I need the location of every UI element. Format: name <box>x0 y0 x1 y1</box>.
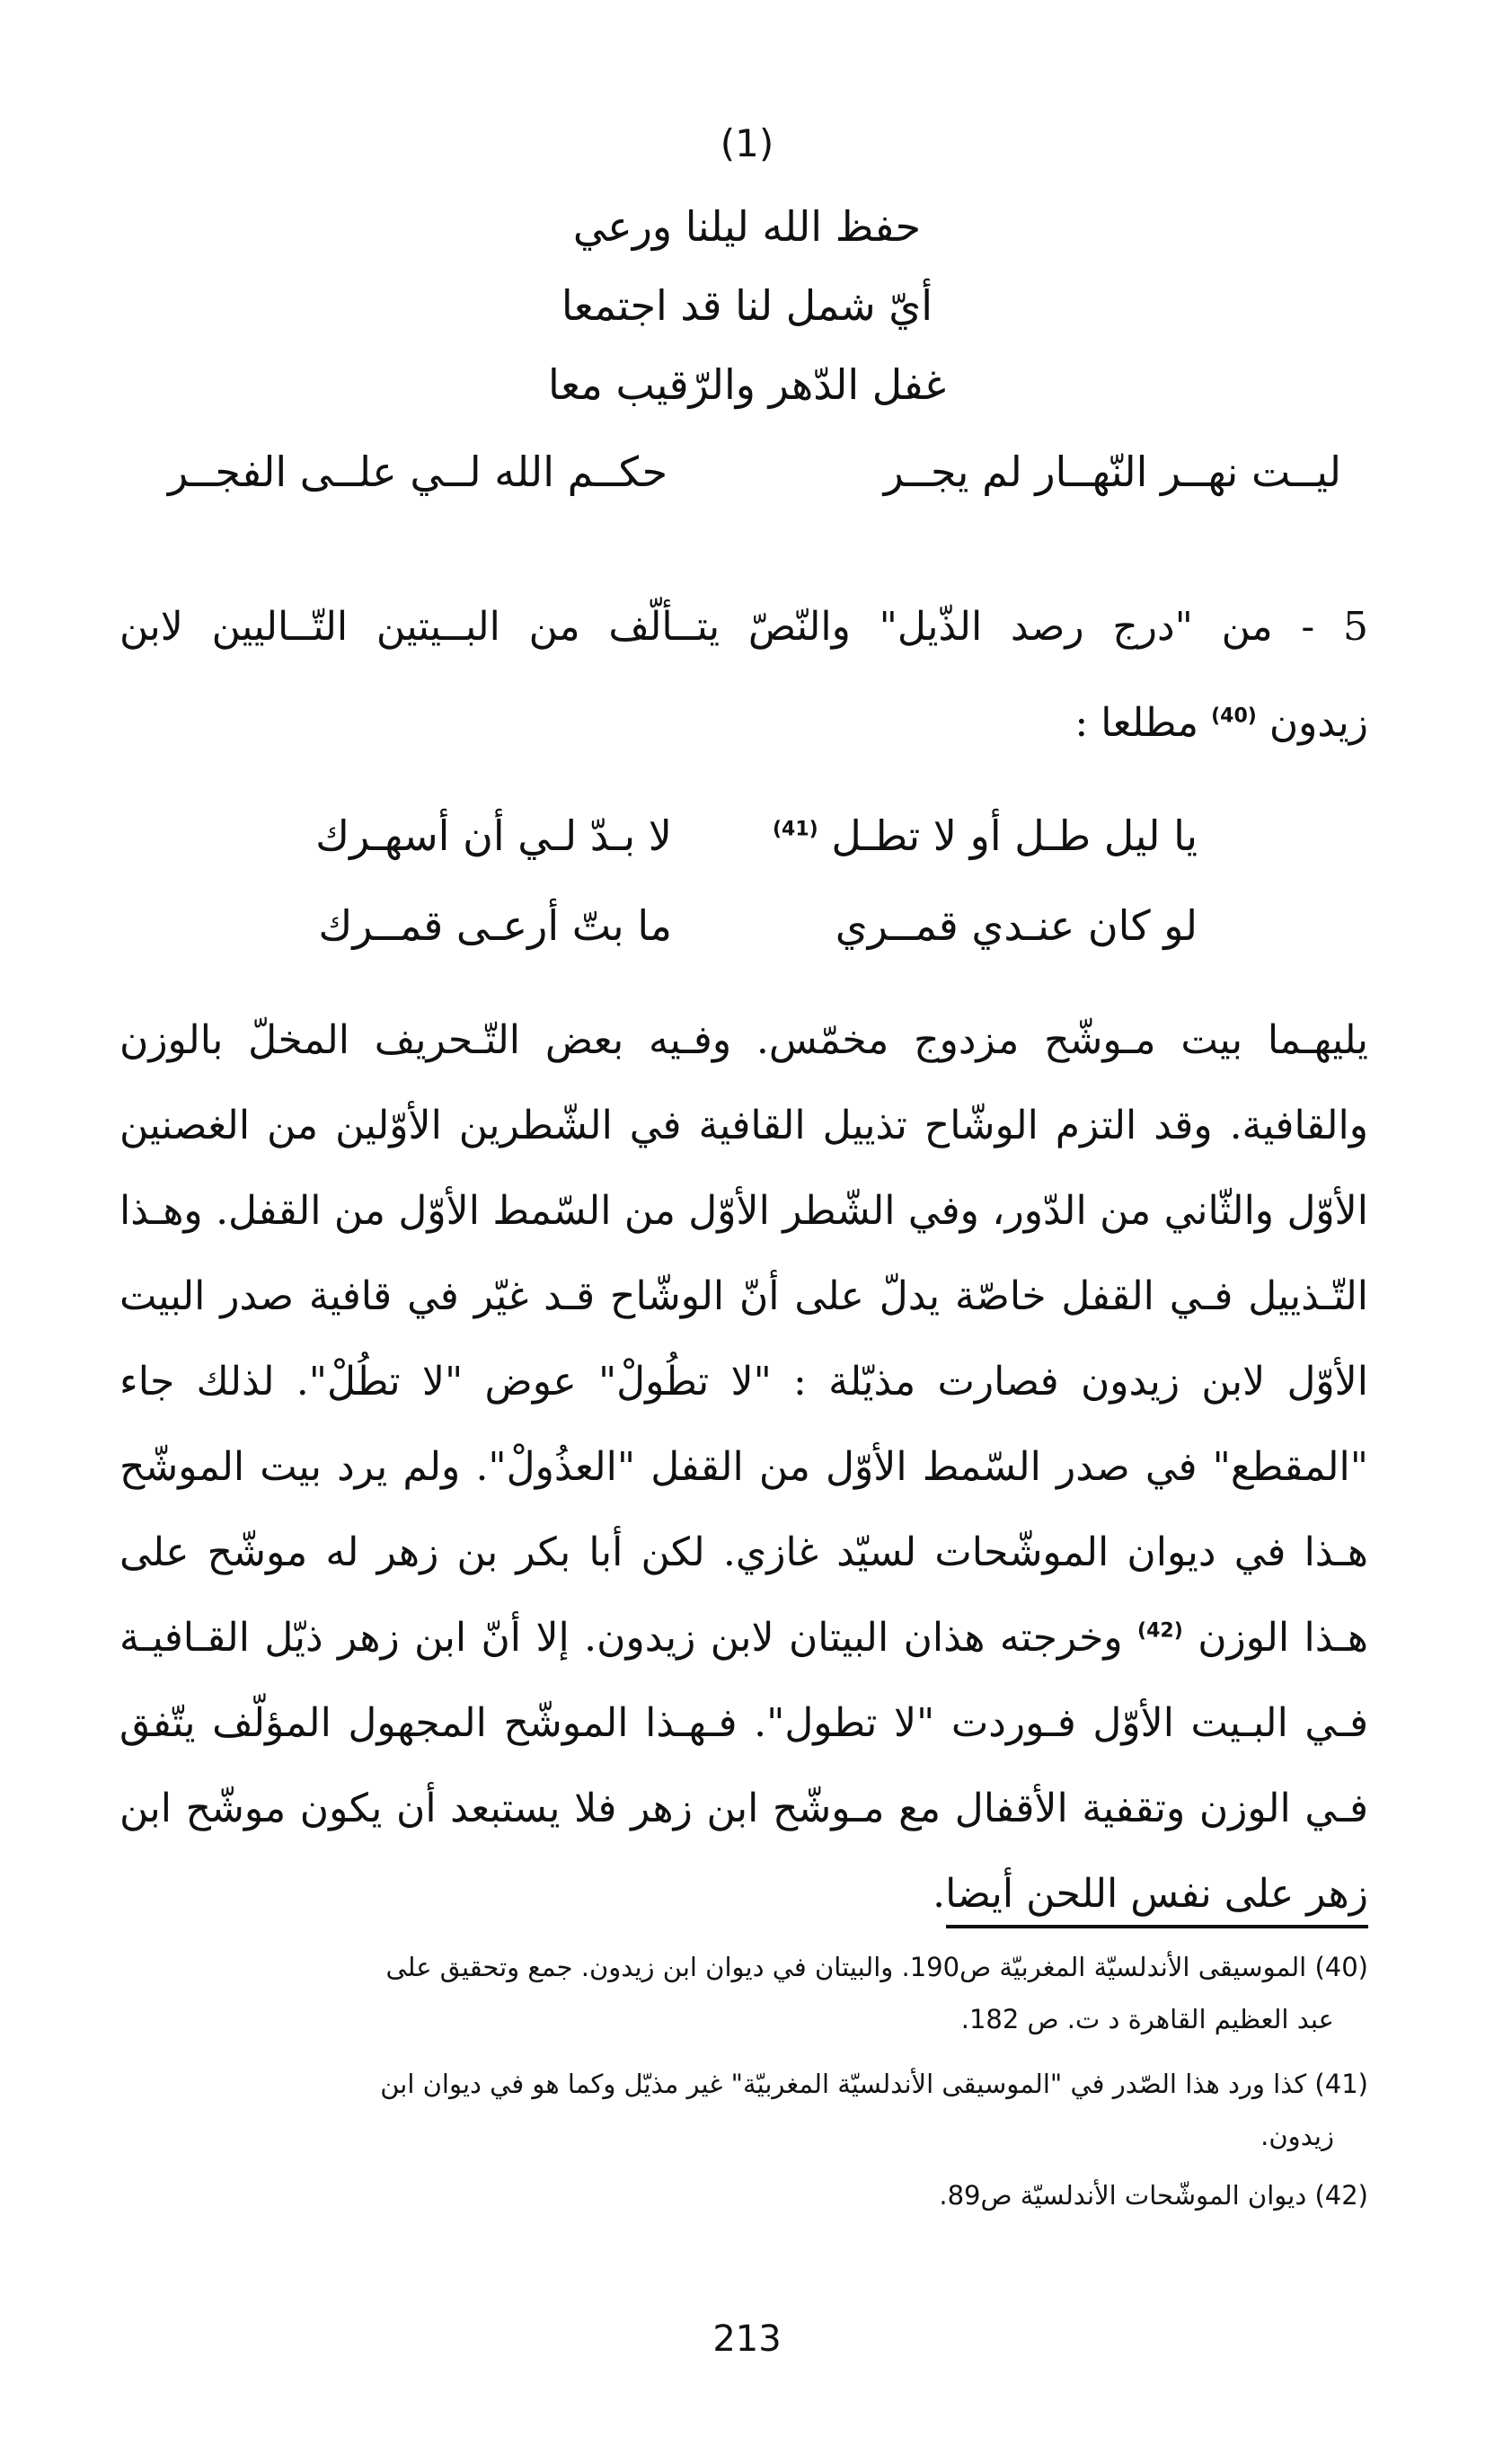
footnote-ref-40: (40) <box>1211 705 1257 728</box>
para5-matlaa: مطلعا : <box>1074 700 1199 746</box>
poem1-line2: أيّ شمل لنا قد اجتمعا <box>561 281 933 330</box>
para5-line2 <box>1074 696 1368 750</box>
poem2-line2-right: لو كان عنـدي قمــري <box>835 901 1198 950</box>
footnote-40 <box>102 1941 1368 2045</box>
footnote-40-line1: (40) الموسيقى الأندلسيّة المغربيّة ص190. والبيتان في ديوان ابن زيدون. جمع وتحقيق على <box>385 1952 1368 1982</box>
footnote-41-line1: (41) كذا ورد هذا الصّدر في "الموسيقى الأندلسيّة المغربيّة" غير مذيّل وكما هو في ديوان ابن <box>380 2069 1368 2099</box>
footnotes <box>102 1941 1368 2221</box>
para5-word-zaydun: زيدون <box>1269 700 1368 746</box>
para5-line1: 5 - من "درج رصد الذّيل" والنّصّ يتــألّف من البــيتين التّــاليين لابن <box>119 604 1368 650</box>
poem1-line4-right: ليــت نهــر النّهــار لم يجــر <box>883 448 1341 496</box>
prose-part2: وخرجته هذان البيتان لابن زيدون. إلا أنّ ابن زهر ذيّل القـافيـة فـي البـيت الأوّل فـوردت "لا تطول". فـهـذا الموشّح المجهول المؤلّف يتّفق فـي الوزن وتقفية الأقفال مع مـوشّح ابن زهر فلا يستبعد أن يكون موشّح ابن زهر على نفس اللحن أيضا. <box>119 1615 1368 1917</box>
prose-part1: يليهـما بيت مـوشّح مزدوج مخمّس. وفـيه بعض التّـحريف المخلّ بالوزن والقافية. وقد التزم الوشّاح تذييل القافية في الشّطرين الأوّلين من الغصنين الأوّل والثّاني من الدّور، وفي الشّطر الأوّل من السّمط الأوّل من القفل. وهـذا التّـذييل فـي القفل خاصّة يدلّ على أنّ الوشّاح قـد غيّر في قافية صدر البيت الأوّل لابن زيدون فصارت مذيّلة : "لا تطُولْ" عوض "لا تطُلْ". لذلك جاء "المقطع" في صدر السّمط الأوّل من القفل "العذُولْ". ولم يرد بيت الموشّح هـذا في ديوان الموشّحات لسيّد غازي. لكن أبا بكر بن زهر له موشّح على هـذا الوزن <box>119 1017 1368 1661</box>
poem1-line4-left: حكــم الله لــي علــى الفجــر <box>168 448 667 496</box>
poem2-line1-left: لا بـدّ لـي أن أسهـرك <box>315 811 672 860</box>
footnote-40-line2: عبد العظيم القاهرة د ت. ص 182. <box>960 2004 1334 2034</box>
poem2-line2-left: ما بتّ أرعـى قمــرك <box>318 901 672 950</box>
footnote-separator <box>946 1925 1368 1928</box>
footnote-41 <box>102 2058 1368 2162</box>
poem2-line1-right <box>773 809 1198 863</box>
poem1-line1: حفظ الله ليلنا ورعي <box>572 202 922 251</box>
main-paragraph <box>119 997 1368 1937</box>
page-number: 213 <box>712 2318 782 2360</box>
footnote-ref-42: (42) <box>1137 1619 1183 1643</box>
footnote-42-line1: (42) ديوان الموشّحات الأندلسيّة ص89. <box>939 2180 1368 2211</box>
footnote-42 <box>102 2169 1368 2221</box>
poem2-line1-right-text: يا ليل طـل أو لا تطـل <box>831 811 1198 860</box>
poem1-line3: غفل الدّهر والرّقيب معا <box>548 360 946 409</box>
footnote-ref-41: (41) <box>772 818 818 841</box>
footnote-41-line2: زيدون. <box>1260 2121 1334 2151</box>
section-number: (1) <box>720 121 774 165</box>
